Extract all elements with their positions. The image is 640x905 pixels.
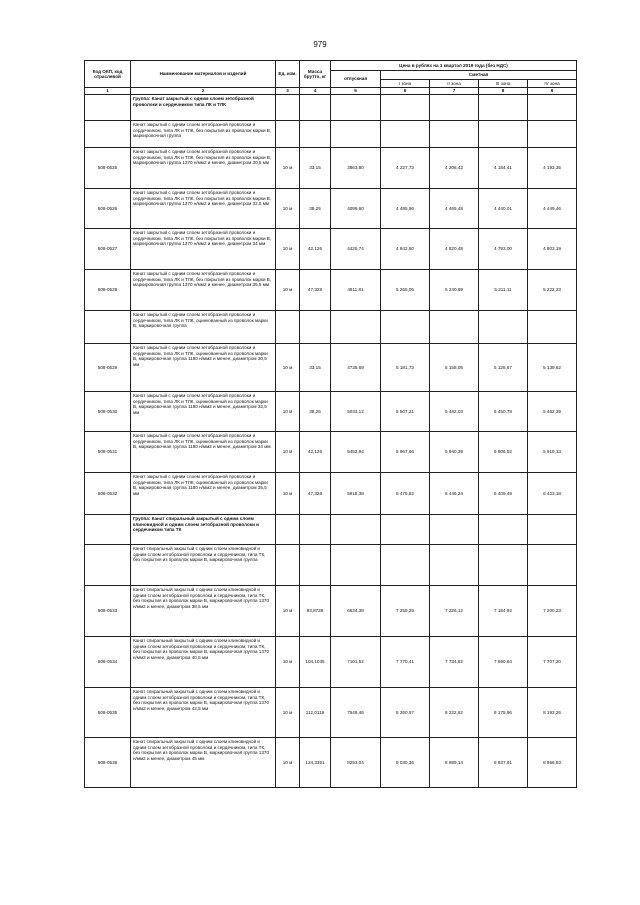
header-zone-4: IV зона xyxy=(528,79,577,88)
row-zone-4-price: 4 449,46 xyxy=(528,189,577,229)
row-release-price: 5033,12 xyxy=(331,392,381,432)
row-mass: 33,15 xyxy=(300,344,331,392)
row-unit: 10 м xyxy=(276,432,300,473)
row-release-price: 4099,60 xyxy=(331,189,381,229)
row-zone-3-price: 4 793,00 xyxy=(479,229,528,270)
row-zone-2-price: 6 446,24 xyxy=(430,473,479,515)
row-zone-4-price: 4 803,19 xyxy=(528,229,577,270)
row-unit: 10 м xyxy=(276,148,300,189)
row-code: 508-0535 xyxy=(85,688,131,738)
row-zone-3-price: 5 128,67 xyxy=(479,344,528,392)
table-row xyxy=(85,688,577,738)
row-zone-2-price: 4 208,42 xyxy=(430,148,479,189)
row-zone-2-price: 8 222,62 xyxy=(430,688,479,738)
row-name: Канат закрытый с одним слоем зетобразной проволоки и сердечником, типа ЛК и ТЛК, оцинкованный из проволок марки В, маркировочная группа 1180 н/мм2 и менее, диаметром 30,5 мм xyxy=(131,344,276,392)
row-unit: 10 м xyxy=(276,586,300,637)
row-zone-3-price: 4 184,41 xyxy=(479,148,528,189)
row-unit: 10 м xyxy=(276,688,300,738)
row-mass: 38,25 xyxy=(300,189,331,229)
row-mass: 93,8736 xyxy=(300,586,331,637)
row-unit xyxy=(276,95,300,121)
row-code: 508-0536 xyxy=(85,738,131,788)
row-code xyxy=(85,515,131,545)
row-unit: 10 м xyxy=(276,270,300,311)
row-code: 508-0534 xyxy=(85,637,131,688)
table-row xyxy=(85,311,577,344)
row-zone-4-price: 5 139,62 xyxy=(528,344,577,392)
row-zone-1-price xyxy=(381,545,430,586)
row-zone-2-price: 7 226,12 xyxy=(430,586,479,637)
row-release-price xyxy=(331,95,381,121)
header-price-title: Цена в рублях на 1 квартал 2019 года (без НДС) xyxy=(331,61,577,71)
row-mass xyxy=(300,545,331,586)
row-zone-1-price: 5 265,05 xyxy=(381,270,430,311)
header-zone-2: II зона xyxy=(430,79,479,88)
row-zone-1-price: 5 967,66 xyxy=(381,432,430,473)
row-zone-4-price xyxy=(528,515,577,545)
row-zone-3-price: 4 440,01 xyxy=(479,189,528,229)
row-release-price: 4425,74 xyxy=(331,229,381,270)
row-release-price: 3863,80 xyxy=(331,148,381,189)
header-estimate: Сметная xyxy=(381,71,577,80)
col-number: 4 xyxy=(300,88,331,95)
row-zone-2-price: 4 820,48 xyxy=(430,229,479,270)
row-release-price xyxy=(331,515,381,545)
table-row xyxy=(85,515,577,545)
row-mass: 33,15 xyxy=(300,148,331,189)
row-zone-2-price xyxy=(430,545,479,586)
row-mass: 42,126 xyxy=(300,229,331,270)
row-zone-4-price xyxy=(528,311,577,344)
row-zone-3-price: 5 211,11 xyxy=(479,270,528,311)
row-name: Канат закрытый с одним слоем зетобразной проволоки и сердечником, типа ЛК и ТЛК, оцинкованный из проволок марки В, маркировочная группа 1180 н/мм2 и менее, диаметром 34 мм xyxy=(131,432,276,473)
row-release-price xyxy=(331,311,381,344)
row-zone-4-price: 5 222,23 xyxy=(528,270,577,311)
row-zone-4-price xyxy=(528,121,577,148)
row-zone-1-price: 6 475,82 xyxy=(381,473,430,515)
row-unit: 10 м xyxy=(276,637,300,688)
row-mass: 47,328 xyxy=(300,473,331,515)
row-zone-3-price: 5 450,78 xyxy=(479,392,528,432)
page-number: 979 xyxy=(313,40,327,49)
row-name: Канат закрытый с одним слоем зетобразной проволоки и сердечником, типа ЛК и ТЛК, без покрытия из проволок марки В, маркировочная группа 1370 н/мм2 и менее, диаметром 35,5 мм xyxy=(131,270,276,311)
header-mass: Масса брутто, кг xyxy=(300,61,331,88)
row-name: Группа: Канат закрытый с одним слоем зетобразной проволоки и сердечником типа ЛК и ТЛК xyxy=(131,95,276,121)
table-body xyxy=(85,95,577,788)
row-zone-3-price xyxy=(479,95,528,121)
row-unit: 10 м xyxy=(276,738,300,788)
row-unit: 10 м xyxy=(276,229,300,270)
col-number: 7 xyxy=(430,88,479,95)
row-name: Группа: Канат спиральный закрытый с одним слоем клиновидной и одним слоем зетобразной проволоки и сердечником типа ТК xyxy=(131,515,276,545)
row-name: Канат закрытый с одним слоем зетобразной проволоки и сердечником, типа ЛК и ТЛК, оцинкованный из проволок марки В, маркировочная группа xyxy=(131,311,276,344)
row-code: 508-0528 xyxy=(85,270,131,311)
row-zone-1-price xyxy=(381,515,430,545)
table-row xyxy=(85,189,577,229)
row-mass xyxy=(300,121,331,148)
row-zone-3-price: 8 175,96 xyxy=(479,688,528,738)
row-unit xyxy=(276,311,300,344)
table-row xyxy=(85,270,577,311)
row-unit: 10 м xyxy=(276,189,300,229)
row-mass xyxy=(300,311,331,344)
row-zone-2-price: 4 465,48 xyxy=(430,189,479,229)
row-zone-2-price: 8 989,14 xyxy=(430,738,479,788)
row-zone-1-price: 4 485,96 xyxy=(381,189,430,229)
row-zone-1-price: 7 259,29 xyxy=(381,586,430,637)
col-number: 8 xyxy=(479,88,528,95)
row-release-price xyxy=(331,121,381,148)
row-zone-4-price: 7 707,20 xyxy=(528,637,577,688)
row-code xyxy=(85,121,131,148)
row-code: 508-0526 xyxy=(85,189,131,229)
row-mass: 42,126 xyxy=(300,432,331,473)
row-zone-2-price xyxy=(430,515,479,545)
table-row xyxy=(85,473,577,515)
row-zone-2-price: 7 734,82 xyxy=(430,637,479,688)
row-zone-3-price xyxy=(479,515,528,545)
table-row xyxy=(85,432,577,473)
header-release: отпускная xyxy=(331,71,381,88)
row-zone-3-price: 7 184,92 xyxy=(479,586,528,637)
col-number: 3 xyxy=(276,88,300,95)
header-unit: Ед. изм. xyxy=(276,61,300,88)
row-zone-4-price: 8 193,26 xyxy=(528,688,577,738)
table-row xyxy=(85,738,577,788)
row-name: Канат закрытый с одним слоем зетобразной проволоки и сердечником, типа ЛК и ТЛК, оцинкованный из проволок марки В, маркировочная группа 1180 н/мм2 и менее, диаметром 32,5 мм xyxy=(131,392,276,432)
row-zone-2-price xyxy=(430,121,479,148)
row-zone-4-price xyxy=(528,545,577,586)
row-zone-3-price: 7 690,84 xyxy=(479,637,528,688)
row-zone-2-price: 5 940,39 xyxy=(430,432,479,473)
row-zone-2-price: 5 240,99 xyxy=(430,270,479,311)
row-zone-4-price: 5 919,13 xyxy=(528,432,577,473)
row-release-price xyxy=(331,545,381,586)
col-number: 1 xyxy=(85,88,131,95)
table-row xyxy=(85,637,577,688)
row-code xyxy=(85,545,131,586)
row-release-price: 7101,52 xyxy=(331,637,381,688)
row-zone-3-price: 5 906,52 xyxy=(479,432,528,473)
row-code: 508-0531 xyxy=(85,432,131,473)
row-code: 508-0529 xyxy=(85,344,131,392)
row-name: Канат спиральный закрытый с одним слоем клиновидной и одним слоем зетобразной проволоки и сердечником, типа ТК, без покрытия из проволок марки В, маркировочная группа xyxy=(131,545,276,586)
row-release-price: 6634,38 xyxy=(331,586,381,637)
row-name: Канат закрытый с одним слоем зетобразной проволоки и сердечником, типа ЛК и ТЛК, без покрытия из проволок марки В, маркировочная группа 1370 н/мм2 и менее, диаметром 34 мм xyxy=(131,229,276,270)
table-row xyxy=(85,392,577,432)
row-code: 508-0527 xyxy=(85,229,131,270)
row-release-price: 4811,81 xyxy=(331,270,381,311)
row-zone-1-price: 7 770,41 xyxy=(381,637,430,688)
row-zone-2-price: 5 482,03 xyxy=(430,392,479,432)
row-unit: 10 м xyxy=(276,344,300,392)
row-zone-2-price xyxy=(430,311,479,344)
row-zone-4-price: 8 956,93 xyxy=(528,738,577,788)
row-zone-2-price: 5 158,05 xyxy=(430,344,479,392)
row-unit xyxy=(276,545,300,586)
col-number: 6 xyxy=(381,88,430,95)
row-code: 508-0532 xyxy=(85,473,131,515)
row-zone-1-price: 5 181,73 xyxy=(381,344,430,392)
header-zone-1: I зона xyxy=(381,79,430,88)
row-name: Канат закрытый с одним слоем зетобразной проволоки и сердечником, типа ЛК и ТЛК, без покрытия из проволок марки В, маркировочная группа 1370 н/мм2 и менее, диаметром 30,5 мм xyxy=(131,148,276,189)
row-zone-3-price xyxy=(479,121,528,148)
row-release-price: 4735,69 xyxy=(331,344,381,392)
row-name: Канат спиральный закрытый с одним слоем клиновидной и одним слоем зетобразной проволоки и сердечником, типа ТК, без покрытия из проволок марки В, маркировочная группа 1370 н/мм2 и менее, диаметром 45 мм xyxy=(131,738,276,788)
row-unit: 10 м xyxy=(276,473,300,515)
table-row xyxy=(85,545,577,586)
row-zone-4-price: 5 462,39 xyxy=(528,392,577,432)
row-name: Канат закрытый с одним слоем зетобразной проволоки и сердечником, типа ЛК и ТЛК, без покрытия из проволок марки В, маркировочная группа xyxy=(131,121,276,148)
table-row xyxy=(85,586,577,637)
row-zone-1-price xyxy=(381,95,430,121)
row-zone-1-price xyxy=(381,121,430,148)
row-zone-2-price xyxy=(430,95,479,121)
row-mass xyxy=(300,95,331,121)
row-name: Канат спиральный закрытый с одним слоем клиновидной и одним слоем зетобразной проволоки и сердечником, типа ТК, без покрытия из проволок марки В, маркировочная группа 1370 н/мм2 и менее, диаметром 40,5 мм xyxy=(131,637,276,688)
row-zone-1-price: 4 842,60 xyxy=(381,229,430,270)
row-name: Канат закрытый с одним слоем зетобразной проволоки и сердечником, типа ЛК и ТЛК, оцинкованный из проволок марки В, маркировочная группа 1180 н/мм2 и менее, диаметром 35,5 мм xyxy=(131,473,276,515)
row-name: Канат закрытый с одним слоем зетобразной проволоки и сердечником, типа ЛК и ТЛК, без покрытия из проволок марки В, маркировочная группа 1370 н/мм2 и менее, диаметром 32,5 мм xyxy=(131,189,276,229)
row-mass: 104,1035 xyxy=(300,637,331,688)
row-release-price: 5918,38 xyxy=(331,473,381,515)
table-row xyxy=(85,121,577,148)
row-zone-1-price: 4 227,73 xyxy=(381,148,430,189)
col-number: 9 xyxy=(528,88,577,95)
row-zone-3-price: 6 409,49 xyxy=(479,473,528,515)
row-name: Канат спиральный закрытый с одним слоем клиновидной и одним слоем зетобразной проволоки и сердечником, типа ТК, без покрытия из проволок марки В, маркировочная группа 1370 н/мм2 и менее, диаметром 42,5 мм xyxy=(131,688,276,738)
row-zone-1-price: 9 030,36 xyxy=(381,738,430,788)
row-name: Канат спиральный закрытый с одним слоем клиновидной и одним слоем зетобразной проволоки и сердечником, типа ТК, без покрытия из проволок марки В, маркировочная группа 1370 н/мм2 и менее, диаметром 38,5 мм xyxy=(131,586,276,637)
row-unit xyxy=(276,515,300,545)
header-code: Код ОКП, код отраслевой xyxy=(85,61,131,88)
header-name: Наименование материалов и изделий xyxy=(131,61,276,88)
row-release-price: 7549,46 xyxy=(331,688,381,738)
row-zone-4-price: 7 200,23 xyxy=(528,586,577,637)
row-zone-1-price xyxy=(381,311,430,344)
row-code: 508-0525 xyxy=(85,148,131,189)
header-zone-3: III зона xyxy=(479,79,528,88)
price-table xyxy=(84,60,577,788)
row-zone-3-price: 8 937,91 xyxy=(479,738,528,788)
row-mass: 47,328 xyxy=(300,270,331,311)
table-row xyxy=(85,95,577,121)
row-zone-4-price: 4 193,35 xyxy=(528,148,577,189)
row-zone-3-price xyxy=(479,545,528,586)
row-unit xyxy=(276,121,300,148)
row-mass: 38,25 xyxy=(300,392,331,432)
row-zone-1-price: 5 507,21 xyxy=(381,392,430,432)
row-release-price: 8253,04 xyxy=(331,738,381,788)
row-code: 508-0530 xyxy=(85,392,131,432)
row-zone-3-price xyxy=(479,311,528,344)
row-zone-4-price xyxy=(528,95,577,121)
row-zone-1-price: 8 260,57 xyxy=(381,688,430,738)
table-row xyxy=(85,344,577,392)
row-code xyxy=(85,95,131,121)
row-code: 508-0533 xyxy=(85,586,131,637)
row-unit: 10 м xyxy=(276,392,300,432)
row-mass: 124,3351 xyxy=(300,738,331,788)
table-row xyxy=(85,229,577,270)
row-release-price: 5453,94 xyxy=(331,432,381,473)
row-mass: 112,0119 xyxy=(300,688,331,738)
row-mass xyxy=(300,515,331,545)
row-zone-4-price: 6 423,18 xyxy=(528,473,577,515)
row-code xyxy=(85,311,131,344)
table-row xyxy=(85,148,577,189)
col-number: 2 xyxy=(131,88,276,95)
col-number: 5 xyxy=(331,88,381,95)
